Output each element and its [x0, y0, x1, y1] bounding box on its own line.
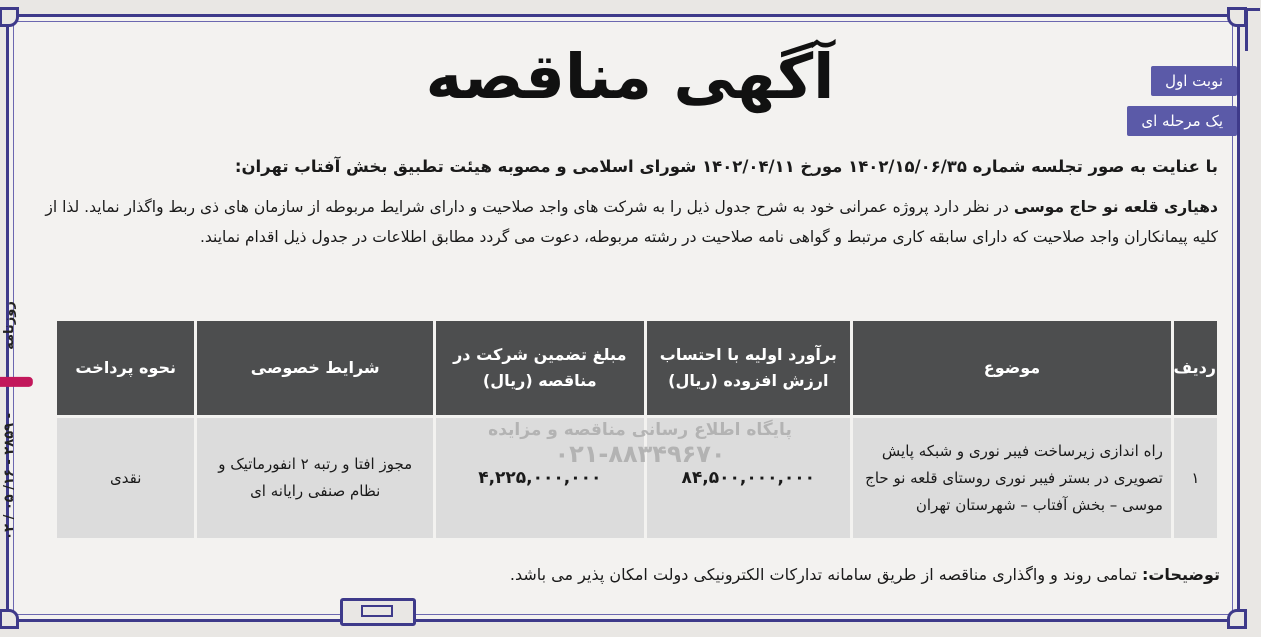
notes-text: تمامی روند و واگذاری مناقصه از طریق سامانه تدارکات الکترونیکی دولت امکان پذیر می باشد. [509, 565, 1142, 584]
top-right-ornament [1245, 8, 1260, 51]
header-estimate: برآورد اولیه با احتساب ارزش افزوده (ریال) [645, 320, 852, 417]
corner-ornament [0, 609, 19, 629]
header-conditions: شرایط خصوصی [196, 320, 435, 417]
table-header-row [56, 320, 1219, 417]
body-paragraph [40, 192, 1218, 252]
notes [440, 565, 1220, 584]
cell-row-no: ۱ [1172, 417, 1218, 540]
notes-label: توضیحات: [1141, 565, 1220, 584]
cell-guarantee: ۴,۲۲۵,۰۰۰,۰۰۰ [435, 417, 646, 540]
newspaper-side-label [0, 290, 24, 550]
newspaper-issue: - ۲۸۵۹ - ۱۶/ ۰۵ / ۰۲ [1, 412, 17, 540]
cell-payment: نقدی [56, 417, 196, 540]
watermark-line1: پایگاه اطلاع رسانی مناقصه و مزایده [488, 420, 792, 440]
cell-conditions: مجوز افتا و رتبه ۲ انفورماتیک و نظام صنفی رایانه ای [196, 417, 435, 540]
header-guarantee: مبلغ تضمین شرکت در مناقصه (ریال) [435, 320, 646, 417]
newspaper-prefix: روزنامه [1, 300, 17, 350]
organization-name: دهیاری قلعه نو حاج موسی [1013, 198, 1218, 216]
badge-first-round: نوبت اول [1151, 66, 1237, 96]
corner-ornament [1227, 7, 1247, 27]
header-row-no: ردیف [1172, 320, 1218, 417]
corner-ornament [0, 7, 19, 27]
header-payment: نحوه پرداخت [56, 320, 196, 417]
watermark [440, 420, 840, 468]
newspaper-brand-logo [0, 376, 32, 386]
notice-title: آگهی مناقصه [425, 40, 835, 113]
corner-ornament [1227, 609, 1247, 629]
watermark-phone: ۰۲۱-۸۸۳۴۹۶۷۰ [554, 440, 726, 468]
cell-subject: راه اندازی زیرساخت فیبر نوری و شبکه پایش تصویری در بستر فیبر نوری روستای قلعه نو حاج موسی – بخش آفتاب – شهرستان تهران [852, 417, 1173, 540]
cell-estimate: ۸۴,۵۰۰,۰۰۰,۰۰۰ [645, 417, 852, 540]
bottom-ornament [340, 598, 416, 626]
header-line: با عنایت به صور تجلسه شماره ۱۴۰۲/۱۵/۰۶/۳۵ مورخ ۱۴۰۲/۰۴/۱۱ شورای اسلامی و مصوبه هیئت تطبیق بخش آفتاب تهران: [234, 157, 1218, 176]
badge-one-stage: یک مرحله ای [1127, 106, 1237, 136]
body-text: در نظر دارد پروژه عمرانی خود به شرح جدول ذیل را به شرکت های واجد صلاحیت و دارای شرایط مربوطه از سازمان های ذی ربط واگذار نماید. لذا از کلیه پیمانکاران واجد صلاحیت که دارای سابقه کاری مرتبط و گواهی نامه صلاحیت در رشته مربوطه، دعوت می گردد مطابق اطلاعات در جدول ذیل اقدام نمایند. [45, 198, 1218, 246]
header-subject: موضوع [852, 320, 1173, 417]
